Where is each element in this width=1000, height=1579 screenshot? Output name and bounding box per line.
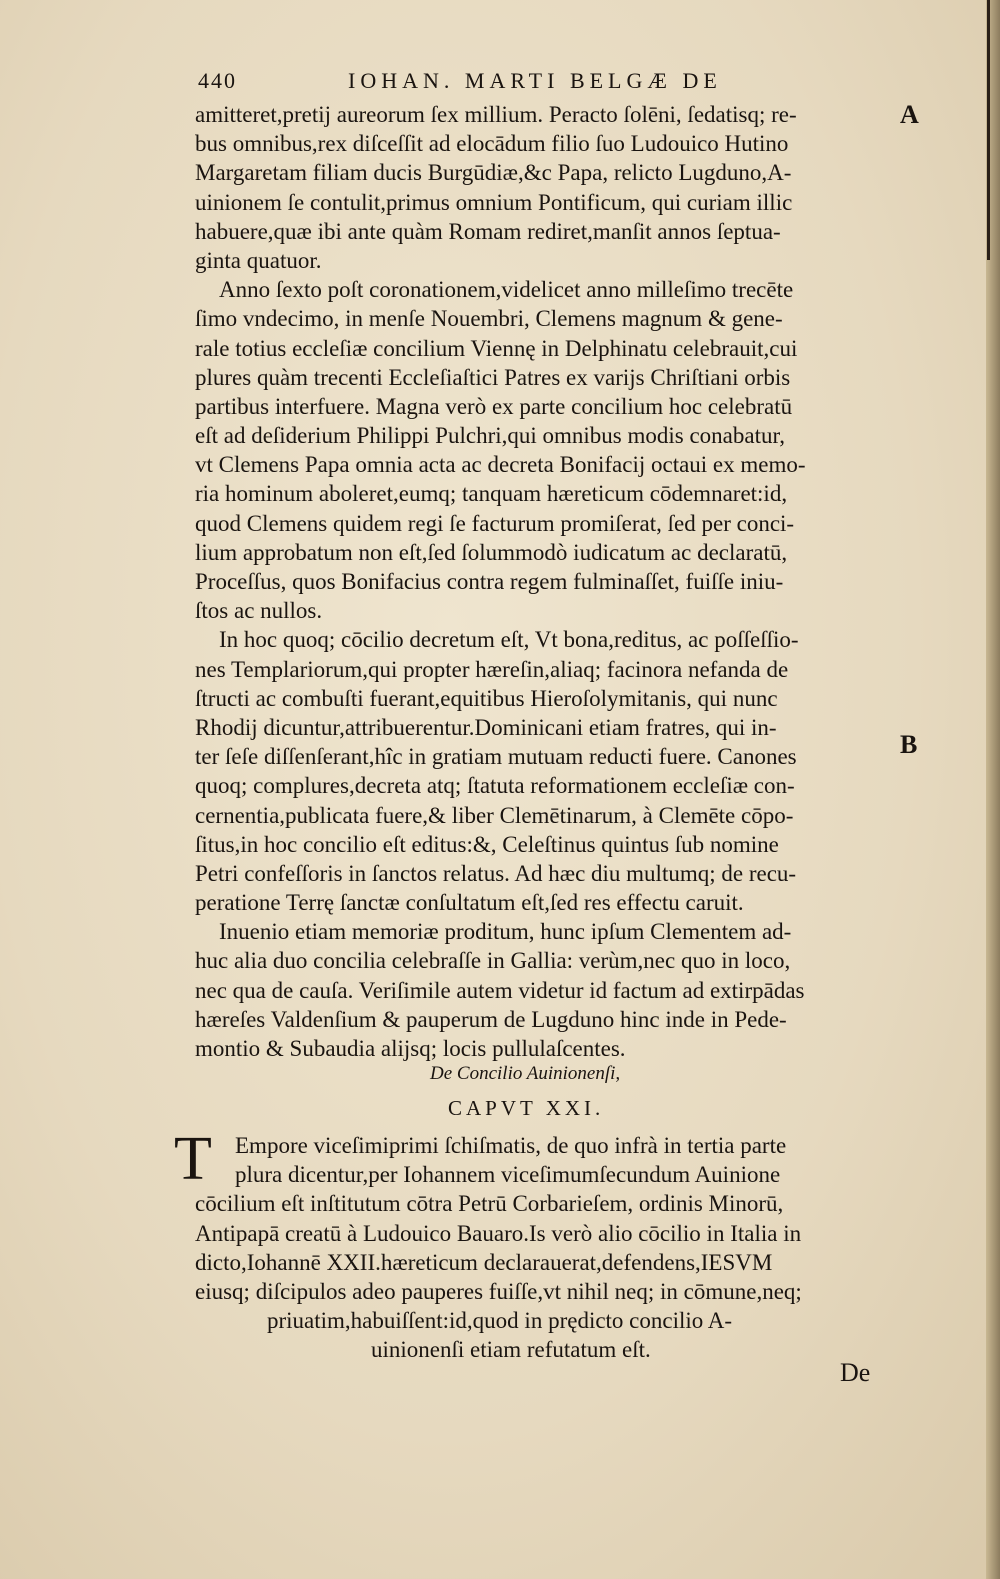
text-line: bus omnibus,rex diſceſſit ad elocādum filio ſuo Ludouico Hutino: [195, 131, 789, 157]
catchword: De: [840, 1358, 871, 1387]
text-line: plures quàm trecenti Eccleſiaſtici Patres ex varijs Chriſtiani orbis: [195, 364, 791, 390]
text-line: ſimo vndecimo, in menſe Nouembri, Clemens magnum & gene-: [195, 306, 783, 332]
text-line: ſtructi ac combuſti fuerant,equitibus Hieroſolymitanis, qui nunc: [195, 685, 778, 711]
chapter-text-line: plura dicentur,per Iohannem viceſimumſecundum Auinione: [235, 1162, 781, 1188]
chapter-text-line: priuatim,habuiſſent:id,quod in prędicto concilio A-: [267, 1308, 733, 1334]
text-line: uinionem ſe contulit,primus omnium Pontificum, qui curiam illic: [195, 189, 793, 215]
text-line: ſtos ac nullos.: [195, 598, 323, 624]
chapter-text-line: Antipapā creatū à Ludouico Bauaro.Is verò alio cōcilio in Italia in: [195, 1220, 802, 1246]
text-line: Margaretam filiam ducis Burgūdiæ,&c Papa, relicto Lugduno,A-: [195, 160, 792, 186]
page-edge-shadow: [987, 0, 990, 260]
text-line: huc alia duo concilia celebraſſe in Gallia: verùm,nec quo in loco,: [195, 948, 791, 974]
chapter-text-line: uinionenſi etiam refutatum eſt.: [371, 1337, 651, 1363]
chapter-text-line: eiusq; diſcipulos adeo pauperes fuiſſe,vt nihil neq; in cōmune,neq;: [195, 1278, 802, 1304]
text-line: hæreſes Valdenſium & pauperum de Lugduno hinc inde in Pede-: [195, 1006, 787, 1032]
text-line: vt Clemens Papa omnia acta ac decreta Bonifacij octaui ex memo-: [195, 452, 806, 478]
text-line: Anno ſexto poſt coronationem,videlicet anno milleſimo trecēte: [219, 277, 794, 303]
text-line: rale totius eccleſiæ concilium Viennę in Delphinatu celebrauit,cui: [195, 335, 798, 361]
text-line: Inuenio etiam memoriæ proditum, hunc ipſum Clementem ad-: [219, 919, 792, 945]
text-line: eſt ad deſiderium Philippi Pulchri,qui omnibus modis conabatur,: [195, 423, 785, 449]
text-line: ſitus,in hoc concilio eſt editus:&, Celeſtinus quintus ſub nomine: [195, 831, 779, 857]
text-line: nec qua de cauſa. Veriſimile autem videtur id factum ad extirpādas: [195, 977, 805, 1003]
chapter-text-line: Empore viceſimiprimi ſchiſmatis, de quo infrà in tertia parte: [235, 1133, 787, 1158]
drop-cap: T: [174, 1125, 212, 1193]
text-line: Proceſſus, quos Bonifacius contra regem fulminaſſet, fuiſſe iniu-: [195, 569, 784, 594]
text-line: lium approbatum non eſt,ſed ſolummodò iudicatum ac declaratū,: [195, 539, 788, 565]
text-line: ginta quatuor.: [195, 247, 322, 273]
text-line: peratione Terrę ſanctæ conſultatum eſt,ſed res effectu caruit.: [195, 890, 744, 916]
margin-letter-a: A: [900, 100, 919, 129]
text-line: ria hominum aboleret,eumq; tanquam hæreticum cōdemnaret:id,: [195, 481, 788, 507]
text-line: Rhodij dicuntur,attribuerentur.Dominicani etiam fratres, qui in-: [195, 714, 777, 740]
text-line: montio & Subaudia alijsq; locis pullulaſcentes.: [195, 1036, 626, 1061]
text-line: quod Clemens quidem regi ſe facturum promiſerat, ſed per conci-: [195, 510, 795, 536]
chapter-heading: CAPVT XXI.: [448, 1096, 605, 1120]
page-number: 440: [198, 68, 237, 93]
text-line: quoq; complures,decreta atq; ſtatuta reformationem eccleſiæ con-: [195, 773, 795, 799]
running-head: IOHAN. MARTI BELGÆ DE: [348, 68, 722, 93]
text-line: nes Templariorum,qui propter hæreſin,aliaq; facinora nefanda de: [195, 656, 789, 682]
text-line: In hoc quoq; cōcilio decretum eſt, Vt bona,reditus, ac poſſeſſio-: [219, 627, 799, 653]
chapter-text: [195, 1131, 885, 1365]
text-line: partibus interfuere. Magna verò ex parte concilium hoc celebratū: [195, 393, 793, 419]
chapter-text-line: cōcilium eſt inſtitutum cōtra Petrū Corbarieſem, ordinis Minorū,: [195, 1191, 784, 1217]
text-line: cernentia,publicata fuere,& liber Clemētinarum, à Clemēte cōpo-: [195, 802, 794, 828]
text-line: ter ſeſe diſſenſerant,hîc in gratiam mutuam reducti fuere. Canones: [195, 744, 797, 770]
text-line: habuere,quæ ibi ante quàm Romam rediret,manſit annos ſeptua-: [195, 218, 781, 244]
margin-letter-b: B: [900, 730, 918, 759]
chapter-subtitle: De Concilio Auinionenſi,: [430, 1063, 621, 1084]
chapter-text-line: dicto,Iohannē XXII.hæreticum declarauerat,defendens,IESVM: [195, 1249, 773, 1275]
body-text: [195, 100, 885, 1063]
text-line: amitteret,pretij aureorum ſex millium. Peracto ſolēni, ſedatisq; re-: [195, 102, 797, 127]
page-header: [198, 68, 798, 98]
text-line: Petri confeſſoris in ſanctos relatus. Ad hæc diu multumq; de recu-: [195, 860, 797, 886]
